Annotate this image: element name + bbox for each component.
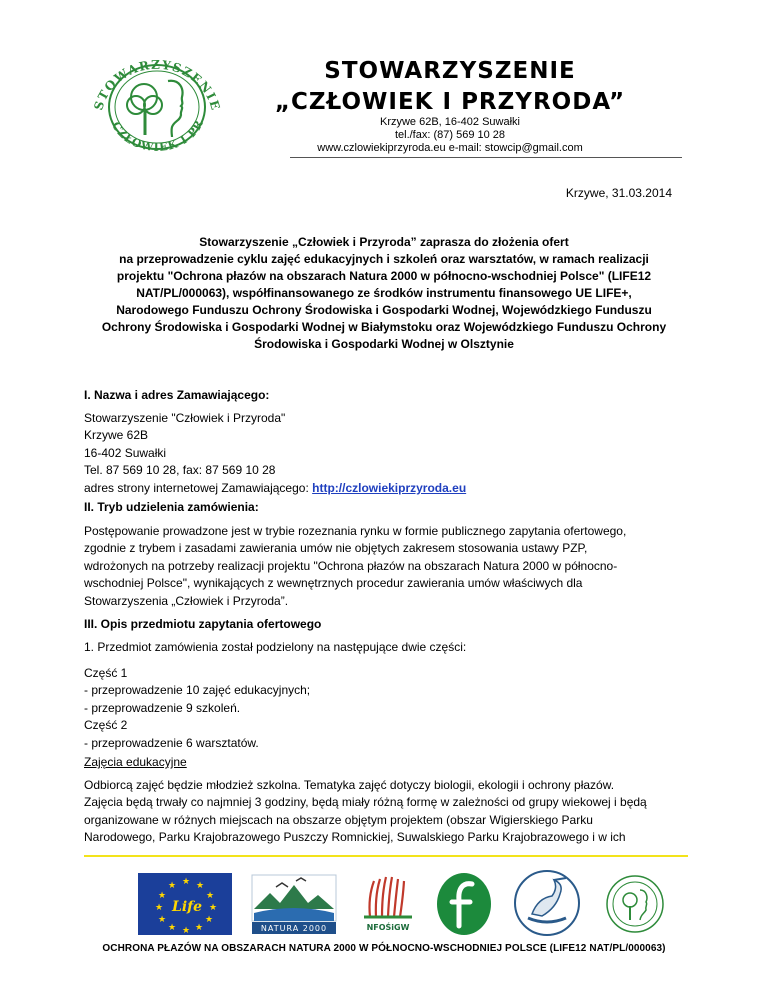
paragraph-line: wdrożonych na potrzeby realizacji projektu "Ochrona płazów na obszarach Natura 2000 w północno- <box>84 558 618 573</box>
header-divider <box>290 157 682 158</box>
svg-text:★: ★ <box>196 881 205 891</box>
section-2-body <box>84 523 686 610</box>
title-line: NAT/PL/000063), współfinansowanego ze środków instrumentu finansowego UE LIFE+, <box>136 286 632 300</box>
organization-contact <box>280 116 620 155</box>
title-line: Narodowego Funduszu Ochrony Środowiska i Gospodarki Wodnej, Wojewódzkiego Funduszu <box>116 303 652 317</box>
list-item: - przeprowadzenie 9 szkoleń. <box>84 700 241 715</box>
tree-icon <box>127 84 162 135</box>
title-line: Stowarzyszenie „Człowiek i Przyroda” zaprasza do złożenia ofert <box>199 235 569 249</box>
svg-text:★: ★ <box>168 881 177 891</box>
footer-divider <box>84 855 688 857</box>
section-2-heading: II. Tryb udzielenia zamówienia: <box>84 500 259 514</box>
place-and-date: Krzywe, 31.03.2014 <box>565 186 672 200</box>
paragraph-line: Narodowego, Parku Krajobrazowego Puszczy Romnickiej, Suwalskiego Parku Krajobrazowego i w ich <box>84 830 626 845</box>
natura2000-logo <box>246 873 342 935</box>
svg-text:STOWARZYSZENIE <box>91 58 223 113</box>
list-item: - przeprowadzenie 6 warsztatów. <box>84 735 259 750</box>
org-phone: tel./fax: (87) 569 10 28 <box>394 129 506 141</box>
list-item: - przeprowadzenie 10 zajęć edukacyjnych; <box>84 683 311 698</box>
list-item: Część 1 <box>84 666 128 680</box>
section-1-heading: I. Nazwa i adres Zamawiającego: <box>84 388 270 402</box>
address-line: 16-402 Suwałki <box>84 445 167 460</box>
title-line: Środowiska i Gospodarki Wodnej w Olsztynie <box>254 337 514 351</box>
paragraph-line: Zajęcia będą trwały co najmniej 3 godziny, będą miały różną formę w zależności od grupy wiekowej i będą <box>84 795 647 810</box>
section-3-heading: III. Opis przedmiotu zapytania ofertowego <box>84 617 322 631</box>
svg-text:★: ★ <box>158 891 167 901</box>
subheading-educational-classes: Zajęcia edukacyjne <box>84 755 187 769</box>
address-line: Stowarzyszenie "Człowiek i Przyroda" <box>84 411 286 425</box>
paragraph-line: zgodnie z trybem i zasadami zawierania umów nie objętych zakresem stosowania ustawy PZP, <box>84 541 588 556</box>
section-3-body <box>84 777 686 847</box>
association-logo <box>80 45 230 157</box>
svg-text:★: ★ <box>158 915 167 925</box>
org-name-line2: „CZŁOWIEK I PRZYRODA” <box>274 89 626 115</box>
website-link[interactable]: http://czlowiekiprzyroda.eu <box>312 480 467 495</box>
svg-text:★: ★ <box>182 877 191 887</box>
org-web-email: www.czlowiekiprzyroda.eu e-mail: stowcip@gmail.com <box>317 142 583 154</box>
section-3-intro: 1. Przedmiot zamówienia został podzielony na następujące dwie części: <box>84 640 467 654</box>
website-line <box>84 480 686 497</box>
footer-project-title: OCHRONA PŁAZÓW NA OBSZARACH NATURA 2000 W PÓŁNOCNO-WSCHODNIEJ POLSCE (LIFE12 NAT/PL/000063) <box>102 943 666 954</box>
document-title <box>80 234 688 353</box>
life-label: Life <box>172 899 203 915</box>
paragraph-line: Postępowanie prowadzone jest w trybie rozeznania rynku w formie publicznego zapytania ofertowego, <box>84 524 627 538</box>
czlowiek-i-przyroda-logo <box>600 868 670 938</box>
section-1-body <box>84 410 686 497</box>
org-address: Krzywe 62B, 16-402 Suwałki <box>379 116 520 128</box>
svg-text:★: ★ <box>205 915 214 925</box>
nfos-label: NFOŚiGW <box>366 923 410 932</box>
svg-text:★: ★ <box>209 903 218 913</box>
wfosigw-logo <box>432 870 496 938</box>
paragraph-line: wschodniej Polsce", wynikających z wewnętrznych procedur zawierania umów właściwych dla <box>84 576 583 591</box>
svg-text:★: ★ <box>155 903 164 913</box>
section-3-parts-list <box>84 665 686 752</box>
address-line: Krzywe 62B <box>84 428 149 443</box>
organization-name <box>230 56 670 118</box>
eu-life-logo <box>138 873 232 935</box>
svg-text:★: ★ <box>182 926 191 935</box>
nfosigw-logo <box>358 873 418 935</box>
title-line: projektu "Ochrona płazów na obszarach Natura 2000 w północno-wschodniej Polsce" (LIFE12 <box>116 269 652 283</box>
natura-label: NATURA 2000 <box>260 924 328 933</box>
title-line: na przeprowadzenie cyklu zajęć edukacyjnych i szkoleń oraz warsztatów, w ramach realizacji <box>119 252 649 266</box>
address-line: Tel. 87 569 10 28, fax: 87 569 10 28 <box>84 463 276 478</box>
svg-text:★: ★ <box>195 923 204 933</box>
heron-logo <box>508 868 586 938</box>
paragraph-line: organizowane w różnych miejscach na obszarze objętym projektem (obszar Wigierskiego Parku <box>84 812 593 827</box>
org-name-line1: STOWARZYSZENIE <box>324 58 576 84</box>
face-profile-icon <box>168 81 182 137</box>
svg-text:★: ★ <box>206 891 215 901</box>
title-line: Ochrony Środowiska i Gospodarki Wodnej w Białymstoku oraz Wojewódzkiego Funduszu Ochrony <box>101 320 667 334</box>
website-label: adres strony internetowej Zamawiającego: <box>84 480 313 495</box>
list-item: Część 2 <box>84 718 128 733</box>
paragraph-line: Stowarzyszenia „Człowiek i Przyroda”. <box>84 593 289 608</box>
paragraph-line: Odbiorcą zajęć będzie młodzież szkolna. Tematyka zajęć dotyczy biologii, ekologii i ochrony płazów. <box>84 778 615 792</box>
logo-ring-text-bottom: CZŁOWIEK I PR <box>109 117 207 155</box>
logo-ring-text-top: STOWARZYSZENIE <box>91 57 224 113</box>
svg-text:★: ★ <box>168 923 177 933</box>
